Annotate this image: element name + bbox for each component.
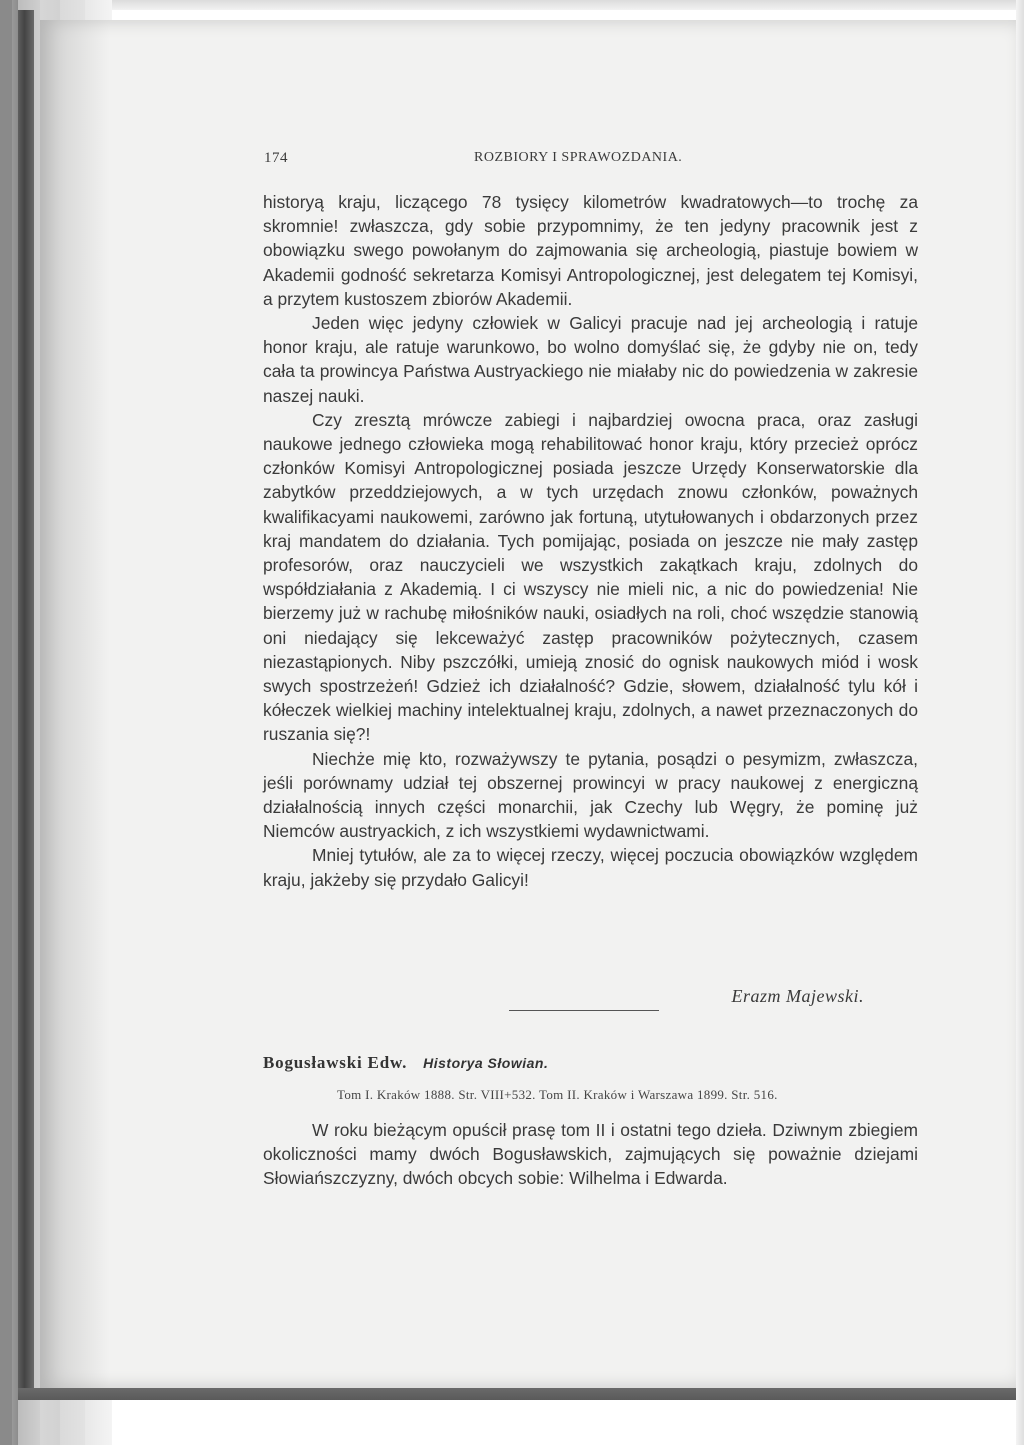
review-heading: [263, 1053, 918, 1079]
review-bibliographic-info: Tom I. Kraków 1888. Str. VIII+532. Tom II. Kraków i Warszawa 1899. Str. 516.: [337, 1087, 778, 1102]
running-title: ROZBIORY I SPRAWOZDANIA.: [474, 150, 683, 165]
paragraph: historyą kraju, liczącego 78 tysięcy kilometrów kwadratowych—to trochę za skromnie! zwłaszcza, gdy sobie przypomnimy, że ten jedyny pracownik jest z obowiązku swego powołanym do zajmowania się archeologią, piastuje bowiem w Akademii godność sekretarza Komisyi Antropologicznej, jest delegatem tej Komisyi, a przytem kustoszem zbiorów Akademii.: [263, 192, 918, 309]
paragraph: Mniej tytułów, ale za to więcej rzeczy, więcej poczucia obowiązków względem kraju, jakżeby się przydało Galicyi!: [263, 845, 918, 890]
author-signature: Erazm Majewski.: [731, 986, 864, 1006]
review-paragraph: W roku bieżącym opuścił prasę tom II i ostatni tego dzieła. Dziwnym zbiegiem okoliczności mamy dwóch Bogusławskich, zajmujących się poważnie dziejami Słowiańszczyzny, dwóch obcych sobie: Wilhelma i Edwarda.: [263, 1120, 918, 1189]
signature-block: [263, 986, 918, 1012]
review-body: [263, 1118, 918, 1191]
article-body: [263, 190, 918, 892]
running-header: [264, 150, 904, 172]
page-bottom-edge: [18, 1388, 1018, 1400]
review-author: Bogusławski Edw.: [263, 1053, 408, 1072]
scan-border-right: [1016, 0, 1024, 1445]
scan-border-top: [0, 0, 1024, 10]
paragraph: Niechże mię kto, rozważywszy te pytania, posądzi o pesymizm, zwłaszcza, jeśli porównamy udział tej obszernej prowincyi w pracy naukowej z energiczną działalnością innych części monarchii, jak Czechy lub Węgry, że pominę już Niemców austryackich, z ich wszystkiemi wydawnictwami.: [263, 748, 918, 842]
gutter-shade: [40, 20, 110, 1388]
section-divider: [509, 1010, 659, 1011]
book-spine-edge: [18, 10, 34, 1390]
paragraph: Jeden więc jedyny człowiek w Galicyi pracuje nad jej archeologią i ratuje honor kraju, ale ratuje warunkowo, bo wolno domyślać się, że gdyby nie on, tedy cała ta prowincya Państwa Austryackiego nie miałaby nic do powiedzenia w zakresie naszej nauki.: [263, 313, 918, 406]
page-number: 174: [264, 150, 288, 166]
review-book-title: Historya Słowian.: [423, 1055, 549, 1071]
paragraph: Czy zresztą mrówcze zabiegi i najbardziej owocna praca, oraz zasługi naukowe jednego człowieka mogą rehabilitować honor kraju, który przecież oprócz członków Komisyi Antropologicznej posiada jeszcze Urzędy Konserwatorskie dla zabytków przeddziejowych, a w tych urzędach znowu członków, poważnych kwalifikacyami naukowemi, zarówno jak fortuną, utytułowanych i obdarzonych przez kraj mandatem do działania. Tych pomijając, posiada on jeszcze nie mały zastęp profesorów, oraz nauczycieli we wszystkich zakątkach kraju, zdolnych do współdziałania z Akademią. I ci wszyscy nie mieli nic, a nic do powiedzenia! Nie bierzemy już w rachubę miłośników nauki, osiadłych na roli, choć wszędzie stanowią oni niedający się lekceważyć zastęp pracowników pożytecznych, czasem niezastąpionych. Niby pszczółki, umieją znosić do ognisk naukowych miód i wosk swych spostrzeżeń! Gdzież ich działalność? Gdzie, słowem, działalność tylu kół i kółeczek wielkiej machiny intelektualnej kraju, zdolnych, a nawet przeznaczonych do ruszania się?!: [263, 409, 918, 745]
